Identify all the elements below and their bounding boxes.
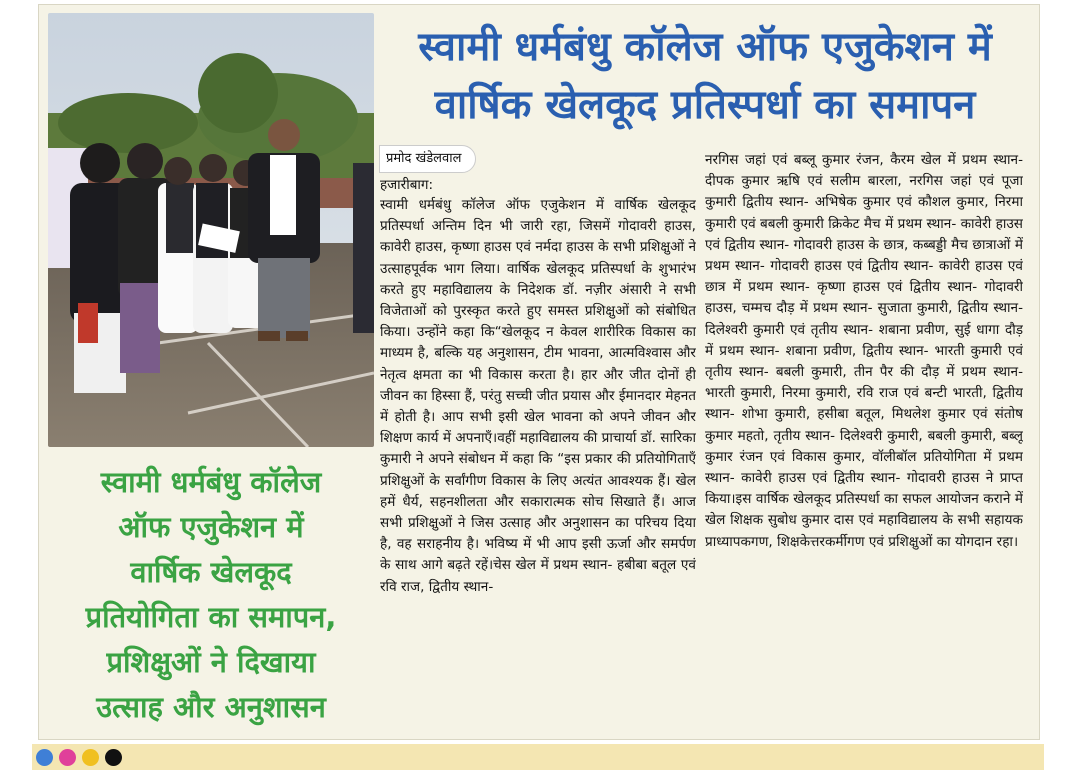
blue-dot-icon [36, 749, 53, 766]
color-dots [36, 749, 122, 766]
side-headline-line: प्रशिक्षुओं ने दिखाया [106, 645, 316, 679]
dateline: हजारीबाग: [380, 177, 434, 193]
headline-line-2: वार्षिक खेलकूद प्रतिस्पर्धा का समापन [434, 82, 976, 128]
side-headline-line: उत्साह और अनुशासन [96, 690, 326, 724]
pink-dot-icon [59, 749, 76, 766]
author-byline: प्रमोद खंडेलवाल [379, 145, 476, 173]
bottom-strip [32, 744, 1044, 770]
headline-line-1: स्वामी धर्मबंधु कॉलेज ऑफ एजुकेशन में [418, 24, 992, 70]
side-headline-line: वार्षिक खेलकूद [130, 555, 292, 589]
yellow-dot-icon [82, 749, 99, 766]
side-headline-line: ऑफ एजुकेशन में [118, 510, 304, 544]
side-headline-line: स्वामी धर्मबंधु कॉलेज [100, 465, 322, 499]
side-headline-line: प्रतियोगिता का समापन, [85, 600, 337, 634]
article-column-1: स्वामी धर्मबंधु कॉलेज ऑफ एजुकेशन में वार्षिक खेलकूद प्रतिस्पर्धा अन्तिम दिन भी जारी रहा, जिसमें गोदावरी हाउस, कावेरी हाउस, कृष्णा हाउस एवं नर्मदा हाउस के सभी प्रशिक्षुओं ने उत्साहपूर्वक भाग लिया। वार्षिक खेलकूद प्रतिस्पर्धा के शुभारंभ करते हुए महाविद्यालय के निदेशक डॉ. नज़ीर अंसारी ने सभी विजेताओं को पुरस्कृत करते हुए समस्त प्रशिक्षुओं को संबोधित किया। उन्होंने कहा कि“खेलकूद न केवल शारीरिक विकास का माध्यम है, बल्कि यह अनुशासन, टीम भावना, आत्मविश्वास और नेतृत्व क्षमता का भी विकास करता है। हार और जीत दोनों ही जीवन का हिस्सा हैं, परंतु सच्ची जीत प्रयास और ईमानदार मेहनत में होती है। आप सभी इसी खेल भावना को अपने जीवन और शिक्षण कार्य में अपनाएँ।वहीं महाविद्यालय की प्राचार्या डॉ. सारिका कुमारी ने अपने संबोधन में कहा कि “इस प्रकार की प्रतियोगिताएँ प्रशिक्षुओं के सर्वांगीण विकास के लिए अत्यंत आवश्यक हैं। खेल हमें धैर्य, सहनशीलता और सकारात्मक सोच सिखाते हैं। आज सभी प्रशिक्षुओं ने जिस उत्साह और अनुशासन का परिचय दिया है, वह सराहनीय है। भविष्य में भी आप इसी ऊर्जा और समर्पण के साथ आगे बढ़ते रहें।चेस खेल में प्रथम स्थान- हबीबा बतूल एवं रवि राज, द्वितीय स्थान- [380, 197, 696, 595]
article-headline [378, 18, 1032, 134]
side-headline [52, 460, 370, 730]
event-photo [48, 13, 374, 447]
article-column-2: नरगिस जहां एवं बब्लू कुमार रंजन, कैरम खेल में प्रथम स्थान- दीपक कुमार ऋषि एवं सलीम बारला, नरगिस जहां एवं पूजा कुमारी द्वितीय स्थान- अभिषेक कुमार एवं कौशल कुमार, निरमा कुमारी एवं बबली कुमारी क्रिकेट मैच में प्रथम स्थान- कावेरी हाउस एवं द्वितीय स्थान- गोदावरी हाउस के छात्र, कब्बड्डी मैच छात्राओं में प्रथम स्थान- गोदावरी हाउस एवं द्वितीय स्थान- कावेरी हाउस एवं छात्र में प्रथम स्थान- कृष्णा हाउस एवं द्वितीय स्थान- गोदावरी हाउस, चम्मच दौड़ में प्रथम स्थान- सुजाता कुमारी, द्वितीय स्थान- दिलेश्वरी कुमारी एवं तृतीय स्थान- शबाना प्रवीण, सुई धागा दौड़ में प्रथम स्थान- शबाना प्रवीण, द्वितीय स्थान- भारती कुमारी एवं तृतीय स्थान- बबली कुमारी, तीन पैर की दौड़ में प्रथम स्थान- भारती कुमारी, निरमा कुमारी, रवि राज एवं बन्टी भारती, द्वितीय स्थान- शोभा कुमारी, हसीबा बतूल, मिथलेश कुमार एवं संतोष कुमार महतो, तृतीय स्थान- दिलेश्वरी कुमारी, बबली कुमारी, बब्लू कुमार रंजन एवं विकास कुमार, वॉलीबॉल प्रतियोगिता में प्रथम स्थान- कावेरी हाउस एवं द्वितीय स्थान- गोदावरी हाउस ने प्राप्त किया।इस वार्षिक खेलकूद प्रतिस्पर्धा का सफल आयोजन कराने में खेल शिक्षक सुबोध कुमार दास एवं महाविद्यालय के सभी सहायक प्राध्यापकगण, शिक्षकेत्तरकर्मीगण एवं प्रशिक्षुओं का योगदान रहा। [705, 152, 1023, 550]
black-dot-icon [105, 749, 122, 766]
